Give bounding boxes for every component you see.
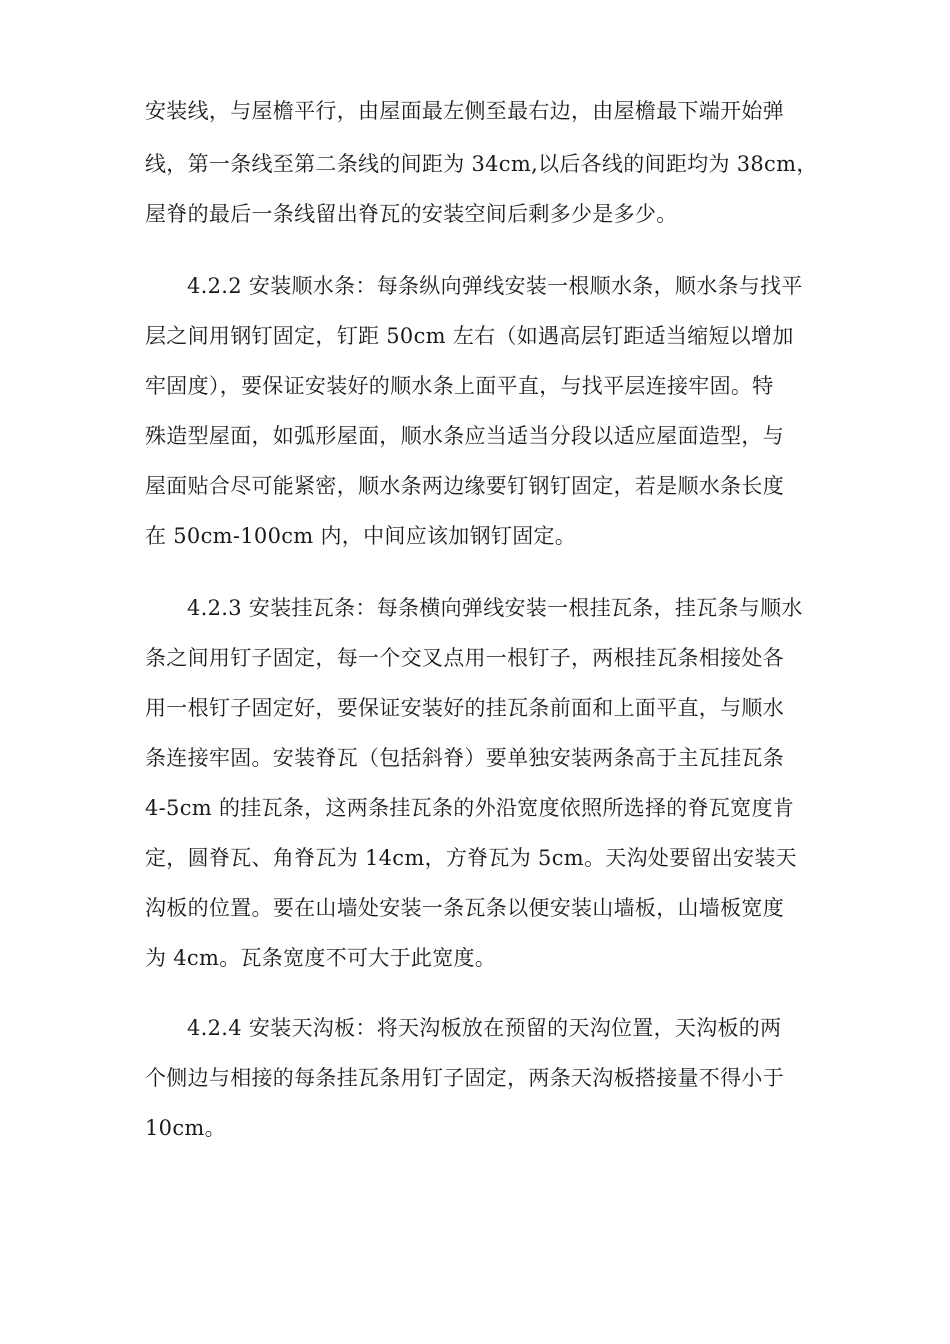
section-4-2-3-line-2: 条之间用钉子固定，每一个交叉点用一根钉子，两根挂瓦条相接处各 — [145, 646, 784, 670]
section-4-2-4-line-3: 10cm。 — [145, 1116, 226, 1140]
paragraph-intro-line-2: 线，第一条线至第二条线的间距为 34cm,以后各线的间距均为 38cm， — [145, 152, 818, 176]
section-4-2-2-line-4: 殊造型屋面，如弧形屋面，顺水条应当适当分段以适应屋面造型，与 — [145, 424, 784, 448]
section-4-2-2-line-3: 牢固度），要保证安装好的顺水条上面平直，与找平层连接牢固。特 — [145, 374, 774, 398]
section-4-2-3-line-7: 沟板的位置。要在山墙处安装一条瓦条以便安装山墙板，山墙板宽度 — [145, 896, 784, 920]
paragraph-intro-line-3: 屋脊的最后一条线留出脊瓦的安装空间后剩多少是多少。 — [145, 202, 678, 226]
paragraph-intro-line-1: 安装线，与屋檐平行，由屋面最左侧至最右边，由屋檐最下端开始弹 — [145, 99, 784, 123]
section-4-2-3-line-3: 用一根钉子固定好，要保证安装好的挂瓦条前面和上面平直，与顺水 — [145, 696, 784, 720]
section-4-2-2-line-2: 层之间用钢钉固定，钉距 50cm 左右（如遇高层钉距适当缩短以增加 — [145, 324, 794, 348]
section-4-2-2-line-5: 屋面贴合尽可能紧密，顺水条两边缘要钉钢钉固定，若是顺水条长度 — [145, 474, 784, 498]
section-4-2-2-line-1: 4.2.2 安装顺水条：每条纵向弹线安装一根顺水条，顺水条与找平 — [187, 274, 803, 298]
section-4-2-4-line-1: 4.2.4 安装天沟板：将天沟板放在预留的天沟位置，天沟板的两 — [187, 1016, 782, 1040]
section-4-2-3-line-8: 为 4cm。瓦条宽度不可大于此宽度。 — [145, 946, 497, 970]
section-4-2-3-line-5: 4-5cm 的挂瓦条，这两条挂瓦条的外沿宽度依照所选择的脊瓦宽度肯 — [145, 796, 795, 820]
section-4-2-3-line-6: 定，圆脊瓦、角脊瓦为 14cm，方脊瓦为 5cm。天沟处要留出安装天 — [145, 846, 797, 870]
section-4-2-4-line-2: 个侧边与相接的每条挂瓦条用钉子固定，两条天沟板搭接量不得小于 — [145, 1066, 784, 1090]
section-4-2-2-line-6: 在 50cm-100cm 内，中间应该加钢钉固定。 — [145, 524, 577, 548]
section-4-2-3-line-1: 4.2.3 安装挂瓦条：每条横向弹线安装一根挂瓦条，挂瓦条与顺水 — [187, 596, 803, 620]
section-4-2-3-line-4: 条连接牢固。安装脊瓦（包括斜脊）要单独安装两条高于主瓦挂瓦条 — [145, 746, 784, 770]
